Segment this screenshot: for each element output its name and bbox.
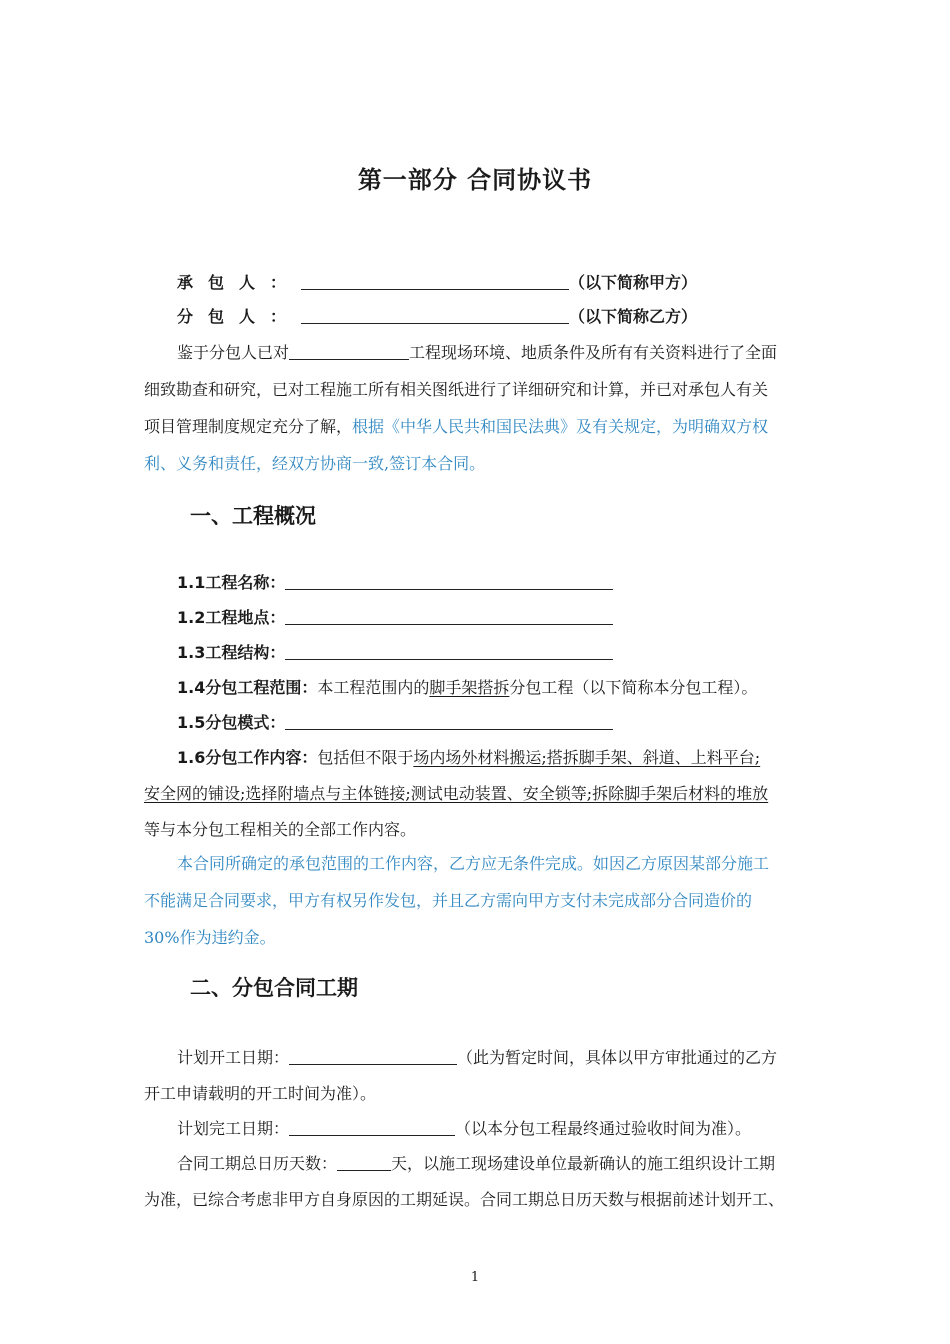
project-structure-blank[interactable] <box>285 643 613 660</box>
end-date-line <box>177 1118 809 1140</box>
item-label: 1.5分包模式： <box>177 713 286 732</box>
section-1-heading: 一、工程概况 <box>190 504 316 528</box>
end-date-label: 计划完工日期： <box>177 1119 290 1138</box>
start-date-note: （此为暂定时间，具体以甲方审批通过的乙方 <box>457 1048 778 1067</box>
note-line-3: 30%作为违约金。 <box>144 928 276 947</box>
item-underlined: 场内场外材料搬运;搭拆脚手架、斜道、上料平台; <box>413 748 761 767</box>
subcontractor-blank[interactable] <box>301 307 569 324</box>
item-1-4 <box>177 677 809 699</box>
item-label: 1.1工程名称： <box>177 573 286 592</box>
project-blank[interactable] <box>289 343 409 360</box>
item-text: 分包工程（以下简称本分包工程）。 <box>509 678 758 697</box>
item-1-6 <box>177 747 809 769</box>
preamble-line-1 <box>177 342 809 364</box>
item-label: 1.6分包工作内容： <box>177 748 318 767</box>
contractor-suffix: （以下简称甲方） <box>569 273 698 292</box>
duration-days-blank[interactable] <box>337 1154 391 1171</box>
page-number: 1 <box>470 1270 480 1285</box>
preamble-text: 工程现场环境、地质条件及所有有关资料进行了全面 <box>409 343 778 362</box>
preamble-text: 项目管理制度规定充分了解， <box>144 417 353 436</box>
start-date-line-2: 开工申请载明的开工时间为准）。 <box>144 1084 377 1103</box>
contractor-line <box>177 272 809 294</box>
duration-line <box>177 1153 809 1175</box>
note-line-2: 不能满足合同要求，甲方有权另作发包，并且乙方需向甲方支付未完成部分合同造价的 <box>144 891 753 910</box>
preamble-line-4: 利、义务和责任，经双方协商一致,签订本合同。 <box>144 454 486 473</box>
item-label: 1.2工程地点： <box>177 608 286 627</box>
preamble-highlight: 根据《中华人民共和国民法典》及有关规定，为明确双方权 <box>352 417 769 436</box>
note-line-1: 本合同所确定的承包范围的工作内容，乙方应无条件完成。如因乙方原因某部分施工 <box>177 854 770 873</box>
start-date-line <box>177 1047 809 1069</box>
item-1-6-line-3: 等与本分包工程相关的全部工作内容。 <box>144 820 417 839</box>
item-1-2 <box>177 607 809 629</box>
item-text: 包括但不限于 <box>317 748 414 767</box>
item-label: 1.4分包工程范围： <box>177 678 318 697</box>
duration-text: 天，以施工现场建设单位最新确认的施工组织设计工期 <box>391 1154 776 1173</box>
item-underlined: 脚手架搭拆 <box>429 678 510 697</box>
duration-line-2: 为准，已综合考虑非甲方自身原因的工期延误。合同工期总日历天数与根据前述计划开工、 <box>144 1190 785 1209</box>
item-label: 1.3工程结构： <box>177 643 286 662</box>
preamble-line-3 <box>144 416 809 438</box>
end-date-blank[interactable] <box>289 1119 455 1136</box>
subcontract-mode-blank[interactable] <box>285 713 613 730</box>
item-1-5 <box>177 712 809 734</box>
preamble-line-2: 细致勘查和研究，已对工程施工所有相关图纸进行了详细研究和计算，并已对承包人有关 <box>144 380 769 399</box>
start-date-blank[interactable] <box>289 1048 457 1065</box>
item-1-3 <box>177 642 809 664</box>
duration-label: 合同工期总日历天数： <box>177 1154 338 1173</box>
item-1-1 <box>177 572 809 594</box>
end-date-note: （以本分包工程最终通过验收时间为准）。 <box>455 1119 752 1138</box>
preamble-text: 鉴于分包人已对 <box>177 343 290 362</box>
item-text: 本工程范围内的 <box>317 678 430 697</box>
subcontractor-line <box>177 306 809 328</box>
project-location-blank[interactable] <box>285 608 613 625</box>
subcontractor-suffix: （以下简称乙方） <box>569 307 698 326</box>
contractor-blank[interactable] <box>301 273 569 290</box>
start-date-label: 计划开工日期： <box>177 1048 290 1067</box>
subcontractor-label: 分包人： <box>177 307 302 326</box>
contractor-label: 承包人： <box>177 273 302 292</box>
section-2-heading: 二、分包合同工期 <box>190 976 358 1000</box>
item-1-6-line-2: 安全网的铺设;选择附墙点与主体链接;测试电动装置、安全锁等;拆除脚手架后材料的堆放 <box>144 784 769 803</box>
page-title: 第一部分 合同协议书 <box>357 166 593 194</box>
project-name-blank[interactable] <box>285 573 613 590</box>
